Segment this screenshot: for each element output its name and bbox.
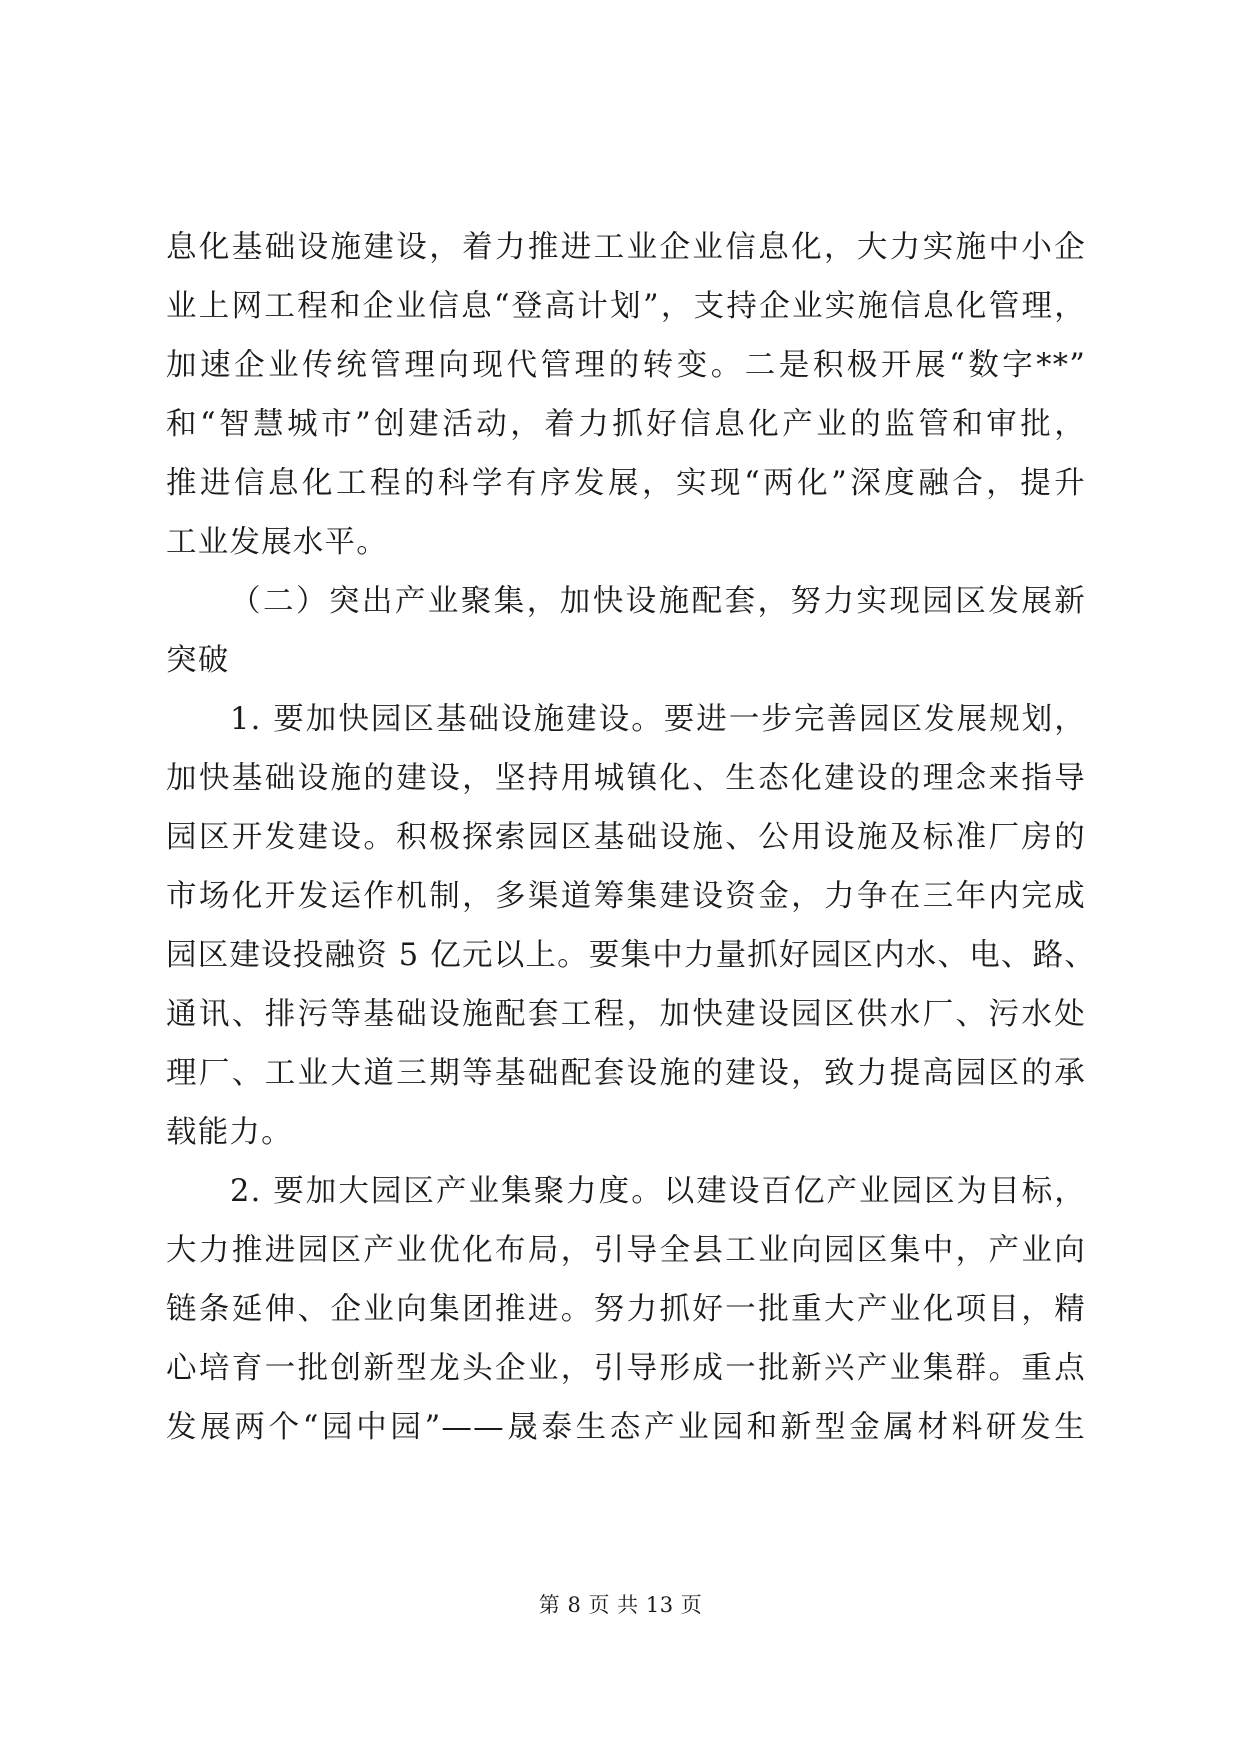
page-number-footer: 第 8 页 共 13 页 [538, 1593, 703, 1617]
text-line: 息化基础设施建设，着力推进工业企业信息化，大力实施中小企 [166, 230, 1086, 265]
text-line: 市场化开发运作机制，多渠道筹集建设资金，力争在三年内完成 [166, 879, 1086, 914]
text-line: 理厂、工业大道三期等基础配套设施的建设，致力提高园区的承 [166, 1056, 1086, 1091]
section-heading-continued: 突破 [166, 643, 230, 678]
text-line: 加速企业传统管理向现代管理的转变。二是积极开展“数字**” [166, 348, 1086, 383]
text-line: 大力推进园区产业优化布局，引导全县工业向园区集中，产业向 [166, 1233, 1086, 1268]
text-line: 推进信息化工程的科学有序发展，实现“两化”深度融合，提升 [166, 466, 1086, 501]
text-line: 心培育一批创新型龙头企业，引导形成一批新兴产业集群。重点 [166, 1351, 1086, 1386]
text-line: 园区开发建设。积极探索园区基础设施、公用设施及标准厂房的 [166, 820, 1086, 855]
text-line: 发展两个“园中园”——晟泰生态产业园和新型金属材料研发生 [166, 1410, 1086, 1445]
text-line: 业上网工程和企业信息“登高计划”，支持企业实施信息化管理， [166, 289, 1086, 324]
section-heading: （二）突出产业聚集，加快设施配套，努力实现园区发展新 [230, 584, 1086, 619]
text-line: 链条延伸、企业向集团推进。努力抓好一批重大产业化项目，精 [166, 1292, 1086, 1327]
text-line: 加快基础设施的建设，坚持用城镇化、生态化建设的理念来指导 [166, 761, 1086, 796]
text-line: 通讯、排污等基础设施配套工程，加快建设园区供水厂、污水处 [166, 997, 1086, 1032]
paragraph-first-line: 1. 要加快园区基础设施建设。要进一步完善园区发展规划， [230, 702, 1086, 737]
paragraph-first-line: 2. 要加大园区产业集聚力度。以建设百亿产业园区为目标， [230, 1174, 1086, 1209]
text-line: 和“智慧城市”创建活动，着力抓好信息化产业的监管和审批， [166, 407, 1086, 442]
text-line: 工业发展水平。 [166, 525, 388, 560]
text-line: 园区建设投融资 5 亿元以上。要集中力量抓好园区内水、电、路、 [166, 938, 1096, 973]
text-line: 载能力。 [166, 1115, 293, 1150]
